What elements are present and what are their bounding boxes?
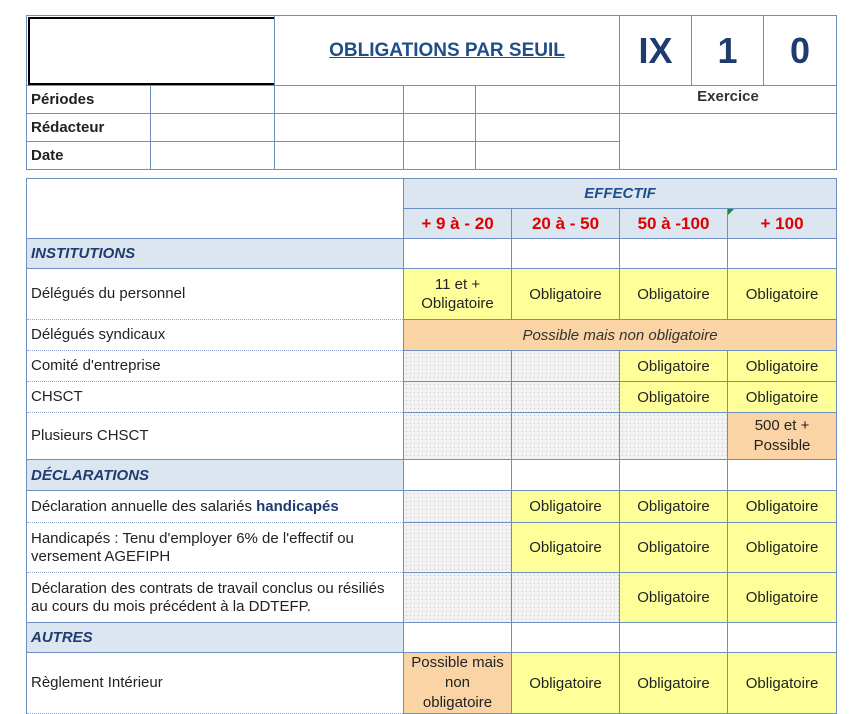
column-header-9-20: + 9 à - 20 — [404, 209, 512, 239]
cell-declaration-handicapes-c3: Obligatoire — [620, 491, 728, 523]
cell-line: Obligatoire — [421, 295, 494, 312]
label-line: Déclaration des contrats de travail conclus ou résiliés — [31, 579, 385, 597]
section-declarations: DÉCLARATIONS — [27, 460, 404, 491]
cell-line: 11 et + — [434, 276, 481, 293]
periodes-label: Périodes — [27, 86, 151, 114]
label-line: Handicapés : Tenu d'employer 6% de l'effectif ou — [31, 529, 354, 547]
label-text: Déclaration annuelle des salariés — [31, 497, 252, 515]
page-title: OBLIGATIONS PAR SEUIL — [275, 16, 620, 86]
empty-dotted-cell — [404, 491, 512, 523]
empty-cell — [728, 623, 837, 653]
effectif-header: EFFECTIF — [404, 179, 837, 209]
code-cell-3: 0 — [764, 16, 837, 86]
date-field-4[interactable] — [476, 142, 620, 170]
header-table — [26, 15, 837, 170]
empty-cell — [512, 460, 620, 491]
empty-cell — [620, 239, 728, 269]
cell-comite-entreprise-c4: Obligatoire — [728, 351, 837, 382]
redacteur-field-2[interactable] — [275, 114, 404, 142]
row-label-reglement-interieur: Règlement Intérieur — [27, 653, 404, 714]
comment-indicator-triangle — [728, 209, 734, 215]
cell-delegues-personnel-c1 — [404, 269, 512, 320]
date-field-1[interactable] — [151, 142, 275, 170]
cell-reglement-interieur-c1 — [404, 653, 512, 714]
cell-line: obligatoire — [422, 694, 493, 711]
empty-dotted-cell — [404, 382, 512, 413]
label-line: au cours du mois précédent à la DDTEFP. — [31, 597, 311, 615]
periodes-field-4[interactable] — [476, 86, 620, 114]
cell-chsct-c4: Obligatoire — [728, 382, 837, 413]
logo-placeholder — [27, 16, 275, 86]
row-label-declaration-contrats — [27, 573, 404, 623]
section-autres: AUTRES — [27, 623, 404, 653]
cell-line: Possible mais — [411, 654, 504, 671]
empty-cell — [404, 239, 512, 269]
empty-cell — [620, 623, 728, 653]
cell-delegues-personnel-c4: Obligatoire — [728, 269, 837, 320]
empty-dotted-cell — [512, 413, 620, 460]
cell-declaration-contrats-c3: Obligatoire — [620, 573, 728, 623]
date-field-2[interactable] — [275, 142, 404, 170]
row-label-plusieurs-chsct: Plusieurs CHSCT — [27, 413, 404, 460]
row-label-declaration-handicapes — [27, 491, 404, 523]
empty-dotted-cell — [404, 573, 512, 623]
row-label-delegues-personnel: Délégués du personnel — [27, 269, 404, 320]
empty-dotted-cell — [404, 523, 512, 573]
redacteur-field-1[interactable] — [151, 114, 275, 142]
redacteur-field-3[interactable] — [404, 114, 476, 142]
cell-delegues-syndicaux-merged: Possible mais non obligatoire — [404, 320, 837, 351]
cell-line: non — [444, 674, 471, 691]
row-label-chsct: CHSCT — [27, 382, 404, 413]
empty-dotted-cell — [404, 413, 512, 460]
row-label-handicapes-6pct — [27, 523, 404, 573]
section-institutions: INSTITUTIONS — [27, 239, 404, 269]
cell-comite-entreprise-c3: Obligatoire — [620, 351, 728, 382]
column-header-50-100: 50 à -100 — [620, 209, 728, 239]
periodes-field-1[interactable] — [151, 86, 275, 114]
cell-declaration-handicapes-c4: Obligatoire — [728, 491, 837, 523]
cell-handicapes-6pct-c4: Obligatoire — [728, 523, 837, 573]
cell-chsct-c3: Obligatoire — [620, 382, 728, 413]
top-left-empty-cell — [27, 179, 404, 239]
cell-line: 500 et + — [754, 417, 810, 434]
row-label-delegues-syndicaux: Délégués syndicaux — [27, 320, 404, 351]
empty-cell — [620, 460, 728, 491]
date-field-3[interactable] — [404, 142, 476, 170]
empty-cell — [404, 460, 512, 491]
date-label: Date — [27, 142, 151, 170]
empty-dotted-cell — [512, 351, 620, 382]
column-header-100: + 100 — [728, 209, 837, 239]
empty-cell — [404, 623, 512, 653]
exercice-value[interactable] — [620, 114, 837, 170]
periodes-field-2[interactable] — [275, 86, 404, 114]
cell-declaration-handicapes-c2: Obligatoire — [512, 491, 620, 523]
code-cell-1: IX — [620, 16, 692, 86]
cell-delegues-personnel-c3: Obligatoire — [620, 269, 728, 320]
cell-line: Possible — [753, 437, 811, 454]
exercice-label: Exercice — [620, 86, 837, 114]
redacteur-label: Rédacteur — [27, 114, 151, 142]
empty-dotted-cell — [512, 382, 620, 413]
empty-dotted-cell — [512, 573, 620, 623]
label-line: versement AGEFIPH — [31, 547, 171, 565]
cell-reglement-interieur-c3: Obligatoire — [620, 653, 728, 714]
empty-cell — [512, 239, 620, 269]
cell-reglement-interieur-c2: Obligatoire — [512, 653, 620, 714]
label-bold-text: handicapés — [256, 497, 339, 515]
cell-handicapes-6pct-c2: Obligatoire — [512, 523, 620, 573]
empty-cell — [728, 460, 837, 491]
cell-plusieurs-chsct-c4 — [728, 413, 837, 460]
empty-dotted-cell — [620, 413, 728, 460]
empty-dotted-cell — [404, 351, 512, 382]
empty-cell — [512, 623, 620, 653]
cell-reglement-interieur-c4: Obligatoire — [728, 653, 837, 714]
logo-frame — [28, 17, 275, 85]
column-header-20-50: 20 à - 50 — [512, 209, 620, 239]
obligations-table — [26, 178, 837, 714]
row-label-comite-entreprise: Comité d'entreprise — [27, 351, 404, 382]
periodes-field-3[interactable] — [404, 86, 476, 114]
redacteur-field-4[interactable] — [476, 114, 620, 142]
cell-delegues-personnel-c2: Obligatoire — [512, 269, 620, 320]
cell-handicapes-6pct-c3: Obligatoire — [620, 523, 728, 573]
code-cell-2: 1 — [692, 16, 764, 86]
empty-cell — [728, 239, 837, 269]
cell-declaration-contrats-c4: Obligatoire — [728, 573, 837, 623]
